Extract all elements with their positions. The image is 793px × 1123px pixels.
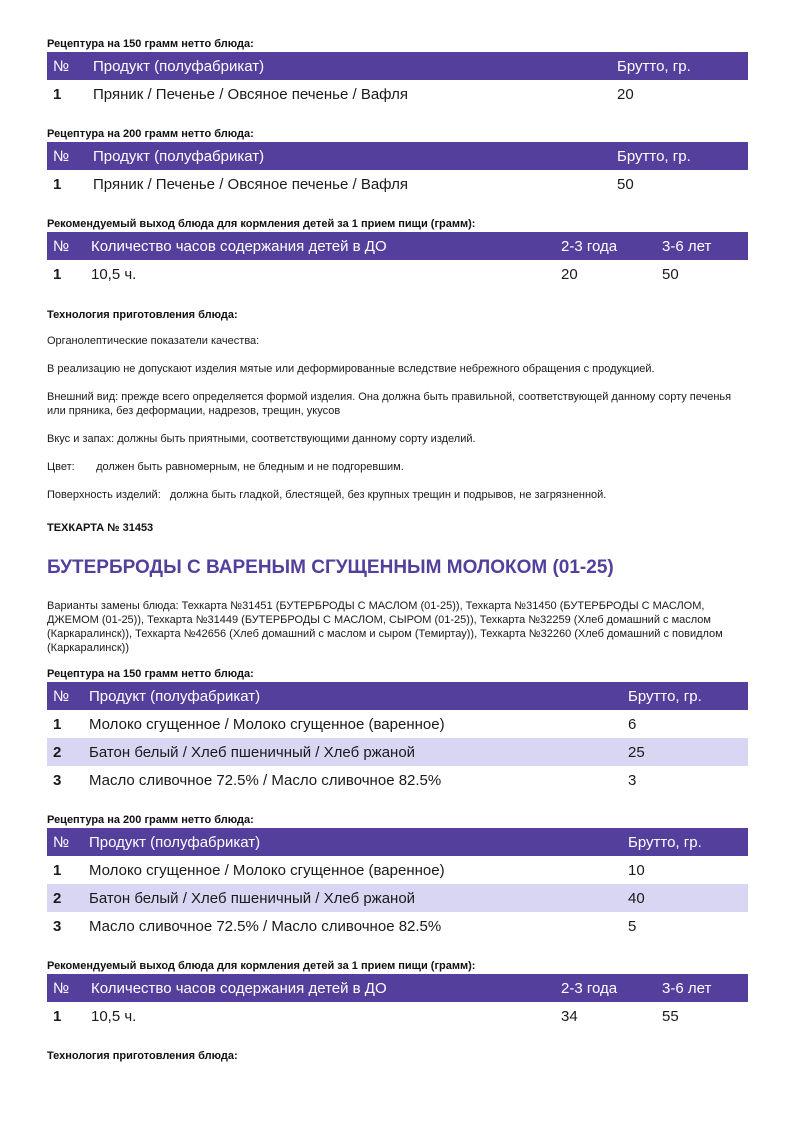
table-row: [47, 170, 748, 198]
row-number: 1: [53, 265, 62, 283]
col-header-age-3-6: 3-6 лет: [662, 974, 748, 1002]
recipe-200-title: Рецептура на 200 грамм нетто блюда:: [47, 128, 254, 140]
col-header-brutto: Брутто, гр.: [617, 52, 748, 80]
col-header-hours: Количество часов содержания детей в ДО: [91, 232, 561, 260]
brutto-cell: 50: [617, 175, 634, 193]
product-cell: Пряник / Печенье / Овсяное печенье / Вафля: [93, 85, 409, 103]
brutto-cell: 3: [628, 771, 637, 789]
technology-title: Технология приготовления блюда:: [47, 1050, 238, 1062]
col-header-product: Продукт (полуфабрикат): [93, 142, 617, 170]
col-header-num: №: [47, 142, 93, 170]
table-header-row: [47, 142, 748, 170]
col-header-age-3-6: 3-6 лет: [662, 232, 748, 260]
hours-cell: 10,5 ч.: [91, 265, 137, 283]
product-cell: Батон белый / Хлеб пшеничный / Хлеб ржаной: [89, 884, 628, 912]
product-cell: Молоко сгущенное / Молоко сгущенное (варенное): [89, 715, 445, 733]
table-row: [47, 856, 748, 884]
product-cell: Молоко сгущенное / Молоко сгущенное (варенное): [89, 861, 445, 879]
age-3-6-cell: 50: [662, 265, 679, 283]
row-number: 1: [53, 175, 62, 193]
dish-title: БУТЕРБРОДЫ С ВАРЕНЫМ СГУЩЕННЫМ МОЛОКОМ (01-25): [47, 557, 614, 578]
col-header-age-2-3: 2-3 года: [561, 232, 662, 260]
taste-paragraph: Вкус и запах: должны быть приятными, соответствующими данному сорту изделий.: [47, 433, 476, 445]
product-cell: Пряник / Печенье / Овсяное печенье / Вафля: [93, 175, 409, 193]
brutto-cell: 5: [628, 917, 637, 935]
table-header-row: [47, 232, 748, 260]
col-header-hours: Количество часов содержания детей в ДО: [91, 974, 561, 1002]
technology-title: Технология приготовления блюда:: [47, 309, 238, 321]
age-2-3-cell: 34: [561, 1007, 578, 1025]
rejection-paragraph: В реализацию не допускают изделия мятые или деформированные вследствие небрежного обращения с продукцией.: [47, 363, 655, 375]
age-3-6-cell: 55: [662, 1007, 679, 1025]
tech-card-label: ТЕХКАРТА № 31453: [47, 522, 154, 534]
brutto-cell: 40: [628, 884, 748, 912]
recipe-150-title: Рецептура на 150 грамм нетто блюда:: [47, 668, 254, 680]
table-row: [47, 766, 748, 794]
table-header-row: [47, 52, 748, 80]
col-header-num: №: [47, 52, 93, 80]
recipe-200-title: Рецептура на 200 грамм нетто блюда:: [47, 814, 254, 826]
table-row: [47, 884, 748, 912]
recipe-150-table: [47, 682, 748, 794]
surface-paragraph: Поверхность изделий: должна быть гладкой, блестящей, без крупных трещин и подрывов, не загрязненной.: [47, 489, 607, 501]
recipe-150-table: [47, 52, 748, 108]
col-header-num: №: [47, 828, 89, 856]
row-number: 1: [53, 85, 62, 103]
col-header-brutto: Брутто, гр.: [628, 828, 748, 856]
appearance-paragraph: Внешний вид: прежде всего определяется формой изделия. Она должна быть правильной, соответствующей данному сорту печенья или пряника, без деформации, надрезов, трещин, укусов: [47, 391, 732, 417]
row-number: 1: [53, 861, 62, 879]
row-number: 1: [53, 1007, 62, 1025]
col-header-brutto: Брутто, гр.: [617, 142, 748, 170]
table-row: [47, 710, 748, 738]
row-number: 2: [47, 738, 89, 766]
row-number: 1: [53, 715, 62, 733]
col-header-product: Продукт (полуфабрикат): [89, 682, 628, 710]
col-header-num: №: [47, 682, 89, 710]
table-header-row: [47, 974, 748, 1002]
yield-title: Рекомендуемый выход блюда для кормления детей за 1 прием пищи (грамм):: [47, 960, 476, 972]
replacement-variants: Варианты замены блюда: Техкарта №31451 (БУТЕРБРОДЫ С МАСЛОМ (01-25)), Техкарта №31450 (БУТЕРБРОДЫ С МАСЛОМ, ДЖЕМОМ (01-25)), Техкарта №31449 (БУТЕРБРОДЫ С МАСЛОМ, СЫРОМ (01-25)), Техкарта №32259 (Хлеб домашний с маслом (Каркаралинск)), Техкарта №42656 (Хлеб домашний с маслом и сыром (Темиртау)), Техкарта №32260 (Хлеб домашний с повидлом (Каркаралинск)): [47, 600, 723, 654]
quality-intro-paragraph: Органолептические показатели качества:: [47, 335, 260, 347]
yield-title: Рекомендуемый выход блюда для кормления детей за 1 прием пищи (грамм):: [47, 218, 476, 230]
color-paragraph: Цвет: должен быть равномерным, не бледным и не подгоревшим.: [47, 461, 404, 473]
table-header-row: [47, 828, 748, 856]
product-cell: Масло сливочное 72.5% / Масло сливочное 82.5%: [89, 771, 442, 789]
product-cell: Масло сливочное 72.5% / Масло сливочное 82.5%: [89, 917, 442, 935]
table-row: [47, 738, 748, 766]
recipe-200-table: [47, 828, 748, 940]
col-header-num: №: [47, 974, 91, 1002]
brutto-cell: 10: [628, 861, 645, 879]
brutto-cell: 25: [628, 738, 748, 766]
col-header-product: Продукт (полуфабрикат): [93, 52, 617, 80]
col-header-product: Продукт (полуфабрикат): [89, 828, 628, 856]
row-number: 3: [53, 771, 62, 789]
yield-table: [47, 974, 748, 1030]
brutto-cell: 6: [628, 715, 637, 733]
brutto-cell: 20: [617, 85, 634, 103]
col-header-age-2-3: 2-3 года: [561, 974, 662, 1002]
table-row: [47, 912, 748, 940]
row-number: 3: [53, 917, 62, 935]
table-row: [47, 1002, 748, 1030]
age-2-3-cell: 20: [561, 265, 578, 283]
yield-table: [47, 232, 748, 288]
col-header-brutto: Брутто, гр.: [628, 682, 748, 710]
product-cell: Батон белый / Хлеб пшеничный / Хлеб ржаной: [89, 738, 628, 766]
table-row: [47, 260, 748, 288]
table-header-row: [47, 682, 748, 710]
recipe-200-table: [47, 142, 748, 198]
col-header-num: №: [47, 232, 91, 260]
table-row: [47, 80, 748, 108]
recipe-150-title: Рецептура на 150 грамм нетто блюда:: [47, 38, 254, 50]
hours-cell: 10,5 ч.: [91, 1007, 137, 1025]
row-number: 2: [47, 884, 89, 912]
